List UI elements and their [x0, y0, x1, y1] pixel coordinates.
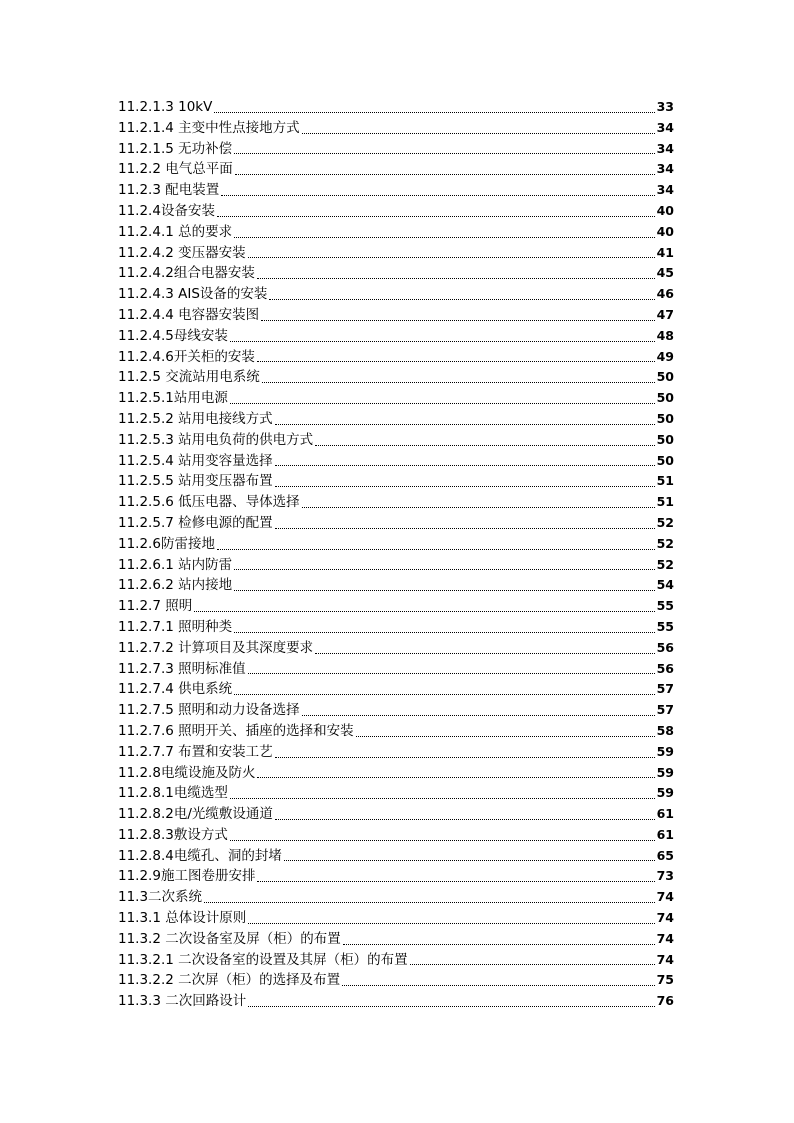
toc-entry-title: 11.2.6防雷接地 [118, 535, 215, 552]
toc-entry-title: 11.2.6.2 站内接地 [118, 577, 233, 594]
toc-entry-page-number: 54 [656, 577, 674, 593]
toc-entry-page-number: 56 [656, 639, 674, 655]
toc-dot-leader [230, 798, 655, 799]
toc-entry-title: 11.2.5.4 站用变容量选择 [118, 452, 273, 469]
toc-entry-title: 11.2.1.3 10kV [118, 99, 213, 115]
toc-entry-page-number: 40 [656, 223, 674, 239]
toc-entry-page-number: 45 [656, 265, 674, 281]
toc-entry-page-number: 34 [656, 140, 674, 156]
toc-entry[interactable] [118, 950, 674, 971]
toc-entry-page-number: 58 [656, 722, 674, 738]
toc-entry-page-number: 34 [656, 182, 674, 198]
toc-dot-leader [234, 694, 654, 695]
toc-entry-page-number: 59 [656, 743, 674, 759]
toc-entry-title: 11.2.4.2组合电器安装 [118, 265, 255, 282]
toc-entry-title: 11.2.1.4 主变中性点接地方式 [118, 119, 300, 136]
toc-entry[interactable] [118, 929, 674, 950]
toc-entry-title: 11.2.1.5 无功补偿 [118, 140, 233, 157]
toc-entry-page-number: 52 [656, 556, 674, 572]
toc-entry[interactable] [118, 659, 674, 680]
toc-entry-title: 11.2.5.7 检修电源的配置 [118, 514, 273, 531]
toc-entry-page-number: 49 [656, 348, 674, 364]
toc-dot-leader [234, 153, 654, 154]
toc-entry-title: 11.2.7.6 照明开关、插座的选择和安装 [118, 722, 354, 739]
toc-entry-page-number: 33 [656, 99, 674, 114]
toc-entry[interactable] [118, 887, 674, 908]
toc-entry[interactable] [118, 638, 674, 659]
toc-entry-page-number: 57 [656, 702, 674, 718]
toc-entry-title: 11.2.6.1 站内防雷 [118, 556, 233, 573]
toc-entry-title: 11.2.9施工图卷册安排 [118, 868, 256, 885]
toc-entry-title: 11.2.7.1 照明种类 [118, 618, 233, 635]
toc-entry-page-number: 50 [656, 410, 674, 426]
toc-entry-page-number: 59 [656, 785, 674, 801]
toc-entry[interactable] [118, 721, 674, 742]
toc-entry[interactable] [118, 409, 674, 430]
toc-dot-leader [257, 777, 654, 778]
toc-dot-leader [217, 216, 655, 217]
toc-dot-leader [261, 320, 654, 321]
toc-dot-leader [275, 528, 655, 529]
toc-dot-leader [257, 361, 655, 362]
toc-dot-leader [214, 112, 654, 113]
toc-entry-page-number: 51 [656, 494, 674, 510]
toc-entry-page-number: 61 [656, 826, 674, 842]
toc-dot-leader [204, 902, 655, 903]
toc-entry[interactable] [118, 700, 674, 721]
toc-entry-page-number: 74 [656, 910, 674, 926]
toc-entry-page-number: 48 [656, 327, 674, 343]
toc-dot-leader [315, 653, 654, 654]
toc-dot-leader [248, 1006, 654, 1007]
toc-entry-title: 11.2.4.5母线安装 [118, 327, 228, 344]
toc-entry[interactable] [118, 742, 674, 763]
toc-entry-title: 11.2.7.2 计算项目及其深度要求 [118, 639, 314, 656]
toc-dot-leader [302, 715, 655, 716]
toc-entry-title: 11.2.7.3 照明标准值 [118, 660, 246, 677]
toc-entry-title: 11.3.1 总体设计原则 [118, 910, 247, 927]
toc-dot-leader [410, 964, 655, 965]
toc-entry[interactable] [118, 180, 674, 201]
toc-entry[interactable] [118, 326, 674, 347]
toc-entry-title: 11.2.4.1 总的要求 [118, 223, 233, 240]
toc-entry[interactable] [118, 783, 674, 804]
toc-entry-title: 11.2.5.1站用电源 [118, 390, 228, 407]
toc-entry-page-number: 50 [656, 390, 674, 406]
toc-dot-leader [262, 382, 655, 383]
toc-entry-page-number: 40 [656, 202, 674, 218]
toc-entry-title: 11.2.8.3敷设方式 [118, 826, 228, 843]
toc-entry-page-number: 50 [656, 431, 674, 447]
toc-entry[interactable] [118, 679, 674, 700]
toc-dot-leader [194, 611, 654, 612]
toc-dot-leader [257, 278, 655, 279]
toc-entry-title: 11.2.8.1电缆选型 [118, 785, 228, 802]
toc-entry-title: 11.3二次系统 [118, 889, 203, 906]
toc-entry[interactable] [118, 825, 674, 846]
toc-dot-leader [269, 299, 654, 300]
toc-entry-page-number: 51 [656, 473, 674, 489]
toc-entry-title: 11.3.3 二次回路设计 [118, 993, 247, 1010]
toc-entry-page-number: 75 [656, 972, 674, 988]
toc-entry-page-number: 52 [656, 514, 674, 530]
toc-entry-title: 11.2.7.4 供电系统 [118, 681, 233, 698]
toc-entry-title: 11.2.5.6 低压电器、导体选择 [118, 494, 300, 511]
toc-entry[interactable] [118, 97, 674, 118]
toc-entry-page-number: 46 [656, 286, 674, 302]
toc-dot-leader [315, 445, 654, 446]
toc-entry[interactable] [118, 201, 674, 222]
toc-entry[interactable] [118, 804, 674, 825]
toc-entry[interactable] [118, 388, 674, 409]
toc-entry[interactable] [118, 347, 674, 368]
toc-entry[interactable] [118, 263, 674, 284]
toc-entry[interactable] [118, 471, 674, 492]
toc-entry-title: 11.2.8.4电缆孔、洞的封堵 [118, 847, 282, 864]
toc-entry-title: 11.2.7.7 布置和安装工艺 [118, 743, 273, 760]
toc-entry-title: 11.2.3 配电装置 [118, 182, 220, 199]
toc-entry[interactable] [118, 908, 674, 929]
toc-entry[interactable] [118, 534, 674, 555]
toc-entry-title: 11.2.4.2 变压器安装 [118, 244, 246, 261]
toc-entry[interactable] [118, 118, 674, 139]
toc-dot-leader [248, 257, 655, 258]
toc-dot-leader [234, 237, 654, 238]
toc-dot-leader [284, 860, 655, 861]
toc-dot-leader [275, 465, 655, 466]
toc-dot-leader [248, 923, 654, 924]
toc-dot-leader [342, 985, 654, 986]
toc-entry-page-number: 55 [656, 598, 674, 614]
toc-entry-title: 11.2.4设备安装 [118, 202, 215, 219]
toc-entry-page-number: 65 [656, 847, 674, 863]
toc-entry[interactable] [118, 763, 674, 784]
toc-dot-leader [234, 590, 654, 591]
toc-entry[interactable] [118, 222, 674, 243]
toc-entry-title: 11.2.4.4 电容器安装图 [118, 306, 260, 323]
toc-entry[interactable] [118, 575, 674, 596]
toc-entry-page-number: 50 [656, 452, 674, 468]
toc-entry-title: 11.3.2.2 二次屏（柜）的选择及布置 [118, 972, 341, 989]
toc-entry-title: 11.3.2 二次设备室及屏（柜）的布置 [118, 930, 341, 947]
toc-dot-leader [356, 736, 655, 737]
toc-entry-page-number: 56 [656, 660, 674, 676]
toc-entry[interactable] [118, 243, 674, 264]
toc-entry-page-number: 50 [656, 369, 674, 385]
toc-entry[interactable] [118, 866, 674, 887]
toc-entry-title: 11.2.5.2 站用电接线方式 [118, 410, 273, 427]
toc-dot-leader [248, 673, 655, 674]
toc-entry-page-number: 73 [656, 868, 674, 884]
toc-entry-page-number: 61 [656, 806, 674, 822]
toc-dot-leader [343, 944, 655, 945]
toc-entry-page-number: 41 [656, 244, 674, 260]
toc-entry[interactable] [118, 451, 674, 472]
toc-entry[interactable] [118, 617, 674, 638]
toc-entry-page-number: 52 [656, 535, 674, 551]
toc-entry-page-number: 74 [656, 930, 674, 946]
toc-entry[interactable] [118, 991, 674, 1012]
toc-entry-title: 11.2.4.3 AIS设备的安装 [118, 286, 268, 303]
toc-entry-page-number: 34 [656, 119, 674, 135]
toc-entry-page-number: 47 [656, 306, 674, 322]
toc-entry-title: 11.2.5 交流站用电系统 [118, 369, 260, 386]
toc-dot-leader [275, 486, 655, 487]
toc-entry[interactable] [118, 555, 674, 576]
toc-dot-leader [275, 424, 655, 425]
toc-entry-page-number: 59 [656, 764, 674, 780]
toc-entry[interactable] [118, 596, 674, 617]
toc-entry[interactable] [118, 846, 674, 867]
toc-dot-leader [302, 133, 655, 134]
toc-entry[interactable] [118, 284, 674, 305]
toc-entry-page-number: 34 [656, 161, 674, 177]
toc-entry[interactable] [118, 159, 674, 180]
toc-entry-title: 11.2.7.5 照明和动力设备选择 [118, 702, 300, 719]
toc-entry[interactable] [118, 513, 674, 534]
toc-entry-title: 11.2.5.5 站用变压器布置 [118, 473, 273, 490]
toc-entry[interactable] [118, 139, 674, 160]
toc-entry-title: 11.2.7 照明 [118, 598, 193, 615]
toc-entry-title: 11.2.5.3 站用电负荷的供电方式 [118, 431, 314, 448]
toc-entry-title: 11.2.4.6开关柜的安装 [118, 348, 255, 365]
toc-entry-page-number: 76 [656, 993, 674, 1009]
toc-dot-leader [275, 757, 655, 758]
toc-entry[interactable] [118, 970, 674, 991]
toc-dot-leader [230, 341, 655, 342]
toc-dot-leader [234, 632, 654, 633]
toc-dot-leader [230, 840, 655, 841]
toc-entry-page-number: 55 [656, 618, 674, 634]
toc-entry-title: 11.2.8.2电/光缆敷设通道 [118, 806, 273, 823]
toc-entry[interactable] [118, 492, 674, 513]
toc-dot-leader [234, 569, 654, 570]
toc-entry-title: 11.2.8电缆设施及防火 [118, 764, 256, 781]
table-of-contents [118, 97, 674, 1012]
toc-dot-leader [275, 819, 655, 820]
toc-dot-leader [302, 507, 655, 508]
toc-entry-page-number: 74 [656, 889, 674, 905]
toc-entry[interactable] [118, 305, 674, 326]
toc-entry[interactable] [118, 430, 674, 451]
toc-entry[interactable] [118, 367, 674, 388]
toc-dot-leader [235, 174, 655, 175]
toc-dot-leader [230, 403, 655, 404]
toc-entry-page-number: 57 [656, 681, 674, 697]
toc-dot-leader [217, 549, 655, 550]
toc-dot-leader [257, 881, 654, 882]
toc-entry-title: 11.2.2 电气总平面 [118, 161, 233, 178]
toc-entry-title: 11.3.2.1 二次设备室的设置及其屏（柜）的布置 [118, 951, 408, 968]
toc-dot-leader [221, 195, 654, 196]
toc-entry-page-number: 74 [656, 951, 674, 967]
